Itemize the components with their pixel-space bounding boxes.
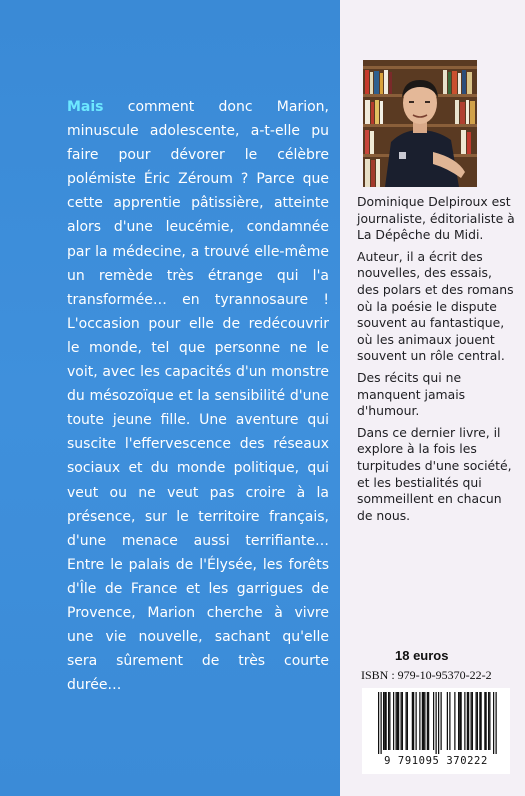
bio-paragraph: Auteur, il a écrit des nouvelles, des essais, des polars et des romans où la poésie le dispute souvent au fantastique, où les animaux jouent souvent un rôle central.	[357, 248, 514, 364]
barcode-bar	[447, 692, 448, 750]
barcode-bar	[467, 692, 468, 750]
barcode-bar	[397, 692, 398, 750]
barcode-bar	[419, 692, 420, 750]
back-cover-blurb	[67, 95, 329, 697]
barcode-bar	[454, 692, 455, 750]
barcode-bar	[486, 692, 487, 750]
barcode-bar	[481, 692, 482, 750]
barcode-bar	[412, 692, 413, 750]
barcode-bar	[393, 692, 394, 750]
barcode-bar	[449, 692, 450, 750]
barcode-bar	[471, 692, 472, 750]
barcode-bar	[464, 692, 465, 750]
barcode-bar	[406, 692, 407, 750]
author-bio	[357, 194, 517, 529]
barcode-bar	[488, 692, 489, 750]
bio-paragraph: Des récits qui ne manquent jamais d'humour.	[357, 369, 466, 419]
barcode-bar	[423, 692, 424, 750]
barcode-bar	[479, 692, 480, 750]
barcode-bar	[496, 692, 497, 754]
barcode-bar	[436, 692, 437, 754]
barcode-bar	[386, 692, 387, 750]
barcode-digits: 9 791095 370222	[384, 755, 488, 767]
barcode-bar	[476, 692, 477, 750]
blurb-lead-word: Mais	[67, 99, 104, 115]
barcode-bar	[422, 692, 423, 750]
barcode-bar	[489, 692, 490, 750]
barcode-bar	[433, 692, 434, 750]
barcode-bar	[416, 692, 417, 750]
barcode-bar	[438, 692, 439, 754]
barcode-bar	[428, 692, 429, 750]
barcode-bar	[401, 692, 402, 750]
barcode-bar	[407, 692, 408, 750]
barcode-bar	[427, 692, 428, 750]
barcode-bar	[398, 692, 399, 750]
barcode-bar	[402, 692, 403, 750]
bio-paragraph: Dans ce dernier livre, il explore à la fois les turpitudes d'une société, et les bestialités qui sommeillent en chacun de nous.	[357, 424, 512, 523]
bio-paragraph: Dominique Delpiroux est journaliste, éditorialiste à La Dépêche du Midi.	[357, 194, 515, 243]
barcode-bar	[396, 692, 397, 750]
barcode-bar	[477, 692, 478, 750]
blurb-text: comment donc Marion, minuscule adolescente, a-t-elle pu faire pour dévorer le célèbre polémiste Éric Zéroum ? Parce que cette apprentie pâtissière, atteinte alors d'une leucémie, condamnée par la médecine, a trouvé elle-même un remède très étrange qui l'a transformée… en tyrannosaure ! L'occasion pour elle de redécouvrir le monde, tel que personne ne le voit, avec les capacités d'un monstre du mésozoïque et la sensibilité d'une toute jeune fille. Une aventure qui suscite l'effervescence des réseaux sociaux et du monde politique, qui veut ou ne veut pas croire à la présence, sur le territoire français, d'une menace aussi terrifiante… Entre le palais de l'Élysée, les forêts d'Île de France et les garrigues de Provence, Marion cherche à vivre une vie nouvelle, sachant qu'elle sera sûrement de très courte durée…	[67, 99, 329, 694]
barcode-bar	[472, 692, 473, 750]
barcode-bar	[441, 692, 442, 750]
barcode-bar	[461, 692, 462, 750]
barcode-bar	[493, 692, 494, 754]
barcode-bar	[378, 692, 379, 754]
barcode-bar	[424, 692, 425, 750]
barcode-bar	[458, 692, 459, 750]
barcode-bar	[388, 692, 389, 750]
barcode-bar	[484, 692, 485, 750]
barcode-bars	[362, 688, 510, 754]
price-label: 18 euros	[395, 648, 449, 663]
author-photo-illustration	[363, 60, 477, 187]
isbn-label: ISBN : 979-10-95370-22-2	[361, 668, 492, 682]
barcode-bar	[459, 692, 460, 750]
barcode-bar	[413, 692, 414, 750]
barcode-bar	[468, 692, 469, 750]
barcode-bar	[384, 692, 385, 750]
barcode-bar	[381, 692, 382, 754]
author-photo	[363, 60, 477, 187]
barcode-bar	[383, 692, 384, 750]
barcode-bar	[389, 692, 390, 750]
